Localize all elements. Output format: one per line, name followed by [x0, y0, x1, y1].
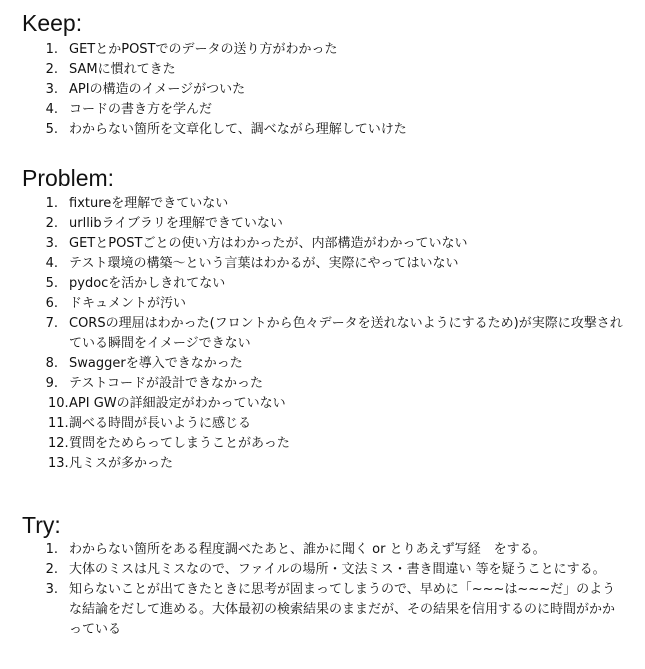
list-item	[0, 100, 645, 120]
list-item-number: 2.	[45, 216, 58, 231]
list-item-text: わからない箇所をある程度調べたあと、誰かに聞く or とりあえず写経 をする。	[69, 542, 546, 557]
problem-heading: Problem:	[22, 165, 115, 191]
list-item-number: 1.	[45, 196, 58, 211]
list-item-text: ドキュメントが汚い	[69, 296, 187, 311]
list-item-number: 11.	[48, 416, 69, 431]
list-item-text: urllibライブラリを理解できていない	[69, 216, 283, 231]
list-item-text: 大体のミスは凡ミスなので、ファイルの場所・文法ミス・書き間違い 等を疑うことにする。	[69, 562, 606, 577]
list-item-text: APIの構造のイメージがついた	[69, 82, 246, 97]
list-item-number: 3.	[45, 236, 58, 251]
list-item-number: 13.	[48, 456, 69, 471]
keep-list	[0, 40, 645, 140]
try-list	[0, 540, 645, 640]
list-item	[0, 434, 645, 454]
list-item-number: 2.	[45, 62, 58, 77]
list-item	[0, 194, 645, 214]
list-item	[0, 454, 645, 474]
list-item-number: 12.	[48, 436, 69, 451]
list-item-text: SAMに慣れてきた	[69, 62, 176, 77]
list-item-text: fixtureを理解できていない	[69, 196, 229, 211]
list-item-text: GETとかPOSTでのデータの送り方がわかった	[69, 42, 338, 57]
list-item-text: pydocを活かしきれてない	[69, 276, 226, 291]
list-item	[0, 314, 645, 354]
list-item	[0, 414, 645, 434]
list-item-text: 質問をためらってしまうことがあった	[69, 436, 290, 451]
list-item-number: 4.	[45, 102, 58, 117]
list-item	[0, 274, 645, 294]
list-item-text: 知らないことが出てきたときに思考が固まってしまうので、早めに「~~~は~~~だ」のような結論をだして進める。大体最初の検索結果のままだが、その結果を信用するのに時間がかかっている	[69, 582, 616, 637]
list-item	[0, 540, 645, 560]
list-item-number: 4.	[45, 256, 58, 271]
list-item-number: 10.	[48, 396, 69, 411]
keep-heading: Keep:	[22, 10, 83, 36]
list-item-number: 8.	[45, 356, 58, 371]
list-item-number: 5.	[45, 122, 58, 137]
list-item	[0, 60, 645, 80]
list-item	[0, 254, 645, 274]
list-item-number: 6.	[45, 296, 58, 311]
list-item-text: 調べる時間が長いように感じる	[69, 416, 252, 431]
list-item-text: テストコードが設計できなかった	[69, 376, 263, 391]
list-item-text: 凡ミスが多かった	[69, 456, 174, 471]
list-item	[0, 234, 645, 254]
list-item-number: 3.	[45, 582, 58, 597]
list-item-number: 7.	[45, 316, 58, 331]
list-item-text: CORSの理屈はわかった(フロントから色々データを送れないようにするため)が実際に攻撃されている瞬間をイメージできない	[69, 316, 623, 351]
list-item	[0, 40, 645, 60]
list-item	[0, 374, 645, 394]
list-item	[0, 394, 645, 414]
list-item-text: Swaggerを導入できなかった	[69, 356, 243, 371]
list-item	[0, 80, 645, 100]
list-item-text: わからない箇所を文章化して、調べながら理解していけた	[69, 122, 407, 137]
list-item-number: 1.	[45, 42, 58, 57]
list-item-text: コードの書き方を学んだ	[69, 102, 213, 117]
list-item-text: API GWの詳細設定がわかっていない	[69, 396, 286, 411]
list-item-text: GETとPOSTごとの使い方はわかったが、内部構造がわかっていない	[69, 236, 468, 251]
list-item-number: 5.	[45, 276, 58, 291]
list-item	[0, 560, 645, 580]
list-item	[0, 354, 645, 374]
list-item-text: テスト環境の構築～という言葉はわかるが、実際にやってはいない	[69, 256, 459, 271]
list-item-number: 2.	[45, 562, 58, 577]
list-item	[0, 294, 645, 314]
problem-list	[0, 194, 645, 474]
list-item-number: 1.	[45, 542, 58, 557]
list-item	[0, 214, 645, 234]
list-item	[0, 580, 645, 640]
list-item-number: 9.	[45, 376, 58, 391]
try-heading: Try:	[22, 512, 61, 538]
list-item	[0, 120, 645, 140]
list-item-number: 3.	[45, 82, 58, 97]
